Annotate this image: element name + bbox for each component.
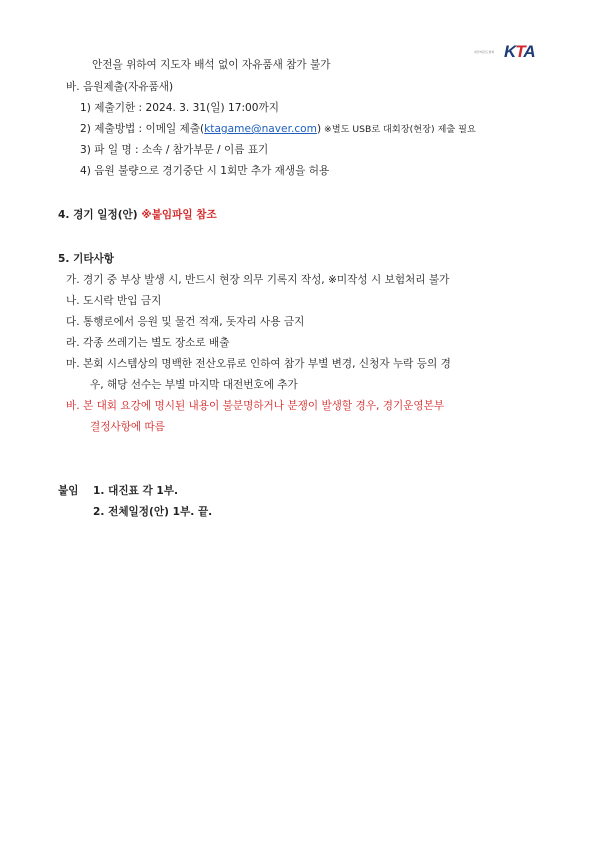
subsection-title: 바. 음원제출(자유품새) [66, 81, 174, 93]
list-item-important: 바. 본 대회 요강에 명시된 내용이 불분명하거나 분쟁이 발생할 경우, 경기운영본부 [66, 400, 445, 412]
section-heading [58, 208, 217, 222]
list-item: 1) 제출기한 : 2024. 3. 31(일) 17:00까지 [80, 102, 279, 114]
section-note: ※붙임파일 참조 [141, 209, 217, 221]
attachment-item: 2. 전체일정(안) 1부. 끝. [93, 506, 213, 518]
section-heading: 5. 기타사항 [58, 253, 115, 265]
list-item-continuation: 우, 해당 선수는 부별 마지막 대전번호에 추가 [90, 379, 298, 391]
logo-org-text: 대한태권도협회 [474, 50, 495, 54]
kta-logo [474, 40, 538, 66]
list-item-prefix: 2) 제출방법 : 이메일 제출( [80, 123, 205, 135]
list-item-important-continuation: 결정사항에 따름 [90, 421, 166, 433]
attachment-item: 1. 대진표 각 1부. [93, 485, 179, 497]
attachments-label: 붙임 [58, 485, 79, 497]
list-item: 라. 각종 쓰레기는 별도 장소로 배출 [66, 337, 230, 349]
list-item: 다. 통행로에서 응원 및 물건 적재, 돗자리 사용 금지 [66, 316, 305, 328]
list-item: 마. 본회 시스템상의 명백한 전산오류로 인하여 참가 부별 변경, 신청자 누락 등의 경 [66, 358, 451, 370]
email-link[interactable]: ktagame@naver.com [204, 123, 317, 135]
list-item: 나. 도시락 반입 금지 [66, 295, 162, 307]
section-title: 4. 경기 일정(안) [58, 209, 138, 221]
list-item: 가. 경기 중 부상 발생 시, 반드시 현장 의무 기록지 작성, ※미작성 시 보험처리 불가 [66, 274, 450, 286]
list-item-note: ※별도 USB로 대회장(현장) 제출 필요 [321, 124, 476, 135]
list-item: 4) 음원 불량으로 경기중단 시 1회만 추가 재생을 허용 [80, 165, 330, 177]
list-item [80, 122, 476, 137]
list-item-suffix: ) [316, 123, 322, 135]
list-item: 3) 파 일 명 : 소속 / 참가부문 / 이름 표기 [80, 144, 269, 156]
logo-mark: KTA [504, 42, 535, 61]
text-line: 안전을 위하여 지도자 배석 없이 자유품새 참가 불가 [92, 59, 331, 71]
